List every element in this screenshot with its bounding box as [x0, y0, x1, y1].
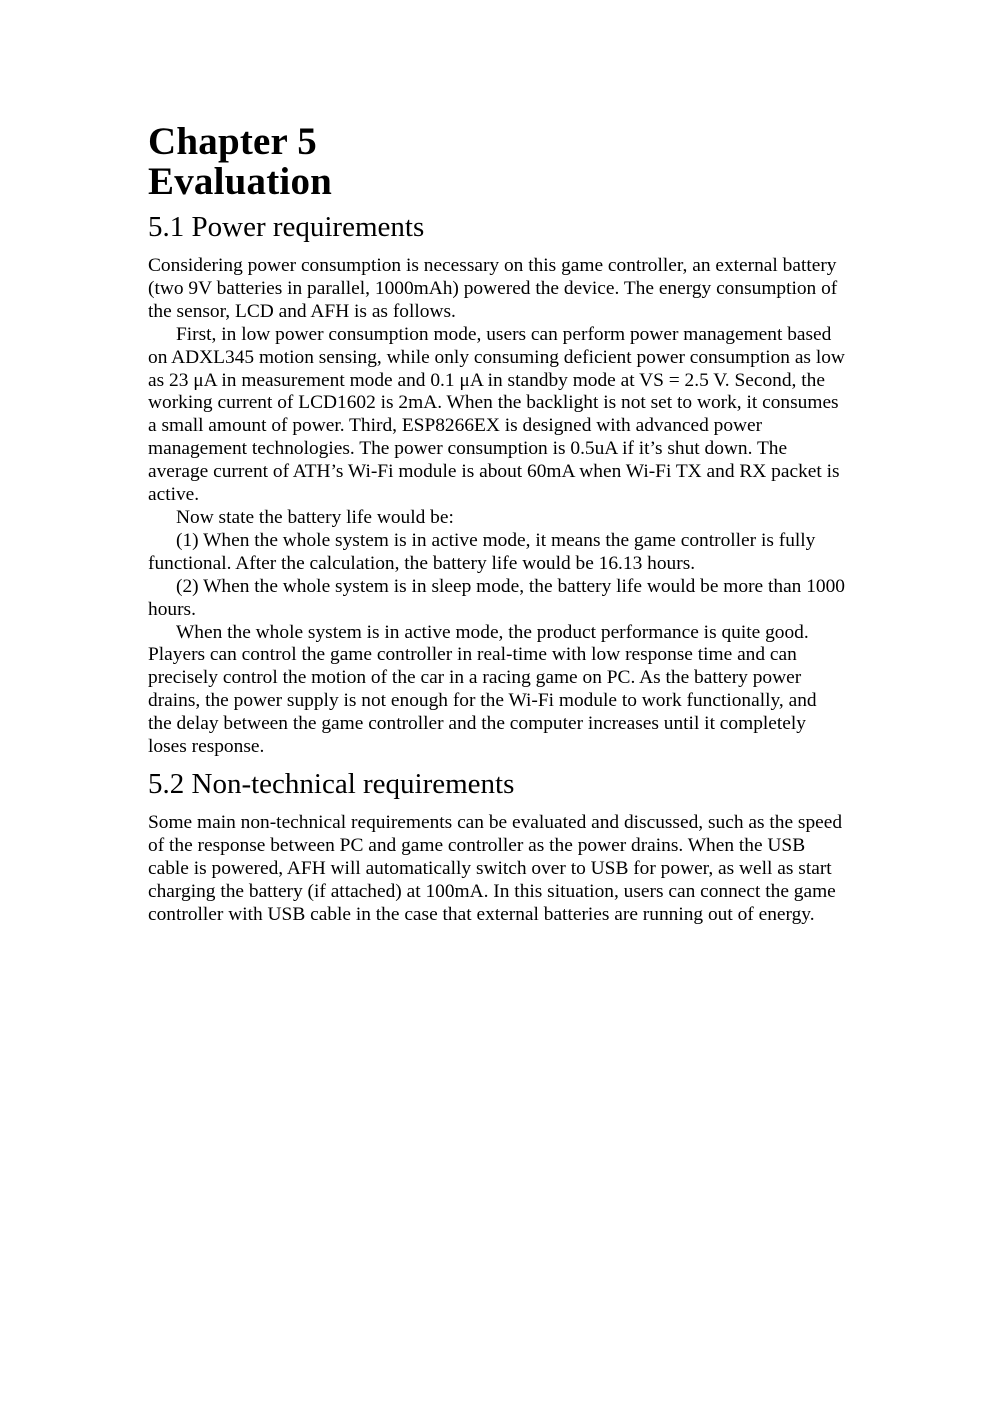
- paragraph-non-technical: Some main non-technical requirements can be evaluated and discussed, such as the speed of the response between PC and game controller as the power drains. When the USB cable is powered, AFH will automatically switch over to USB for power, as well as start charging the battery (if attached) at 100mA. In this situation, users can connect the game controller with USB cable in the case that external batteries are running out of energy.: [148, 811, 843, 925]
- paragraph-battery-life-active: (1) When the whole system is in active mode, it means the game controller is fully functional. After the calculation, the battery life would be 16.13 hours.: [148, 529, 816, 574]
- paragraph-power-components: First, in low power consumption mode, users can perform power management based on ADXL345 motion sensing, while only consuming deficient power consumption as low as 23 μA in measurement mode and 0.1 μA in standby mode at VS = 2.5 V. Second, the working current of LCD1602 is 2mA. When the backlight is not set to work, it consumes a small amount of power. Third, ESP8266EX is designed with advanced power management technologies. The power consumption is 0.5uA if it’s shut down. The average current of ATH’s Wi-Fi module is about 60mA when Wi-Fi TX and RX packet is active.: [148, 323, 845, 506]
- paragraph-performance: When the whole system is in active mode, the product performance is quite good. Players can control the game controller in real-time with low response time and can precisely control the motion of the car in a racing game on PC. As the battery power drains, the power supply is not enough for the Wi-Fi module to work functionally, and the delay between the game controller and the computer increases until it completely loses response.: [148, 621, 817, 758]
- chapter-title-number: Chapter 5: [148, 120, 317, 163]
- section-heading-non-technical-requirements: 5.2 Non-technical requirements: [148, 767, 515, 800]
- chapter-title-name: Evaluation: [148, 160, 333, 203]
- section-power-requirements: [148, 210, 845, 759]
- chapter-title: [148, 122, 845, 202]
- paragraph-battery-life-lead: Now state the battery life would be:: [176, 506, 454, 528]
- section-heading-power-requirements: 5.1 Power requirements: [148, 211, 425, 243]
- section-non-technical-requirements: [148, 767, 845, 927]
- paragraph-power-intro: Considering power consumption is necessary on this game controller, an external battery (two 9V batteries in parallel, 1000mAh) powered the device. The energy consumption of the sensor, LCD and AFH is as follows.: [148, 255, 838, 322]
- paragraph-battery-life-sleep: (2) When the whole system is in sleep mode, the battery life would be more than 1000 hours.: [148, 575, 845, 620]
- page-content: [148, 122, 845, 926]
